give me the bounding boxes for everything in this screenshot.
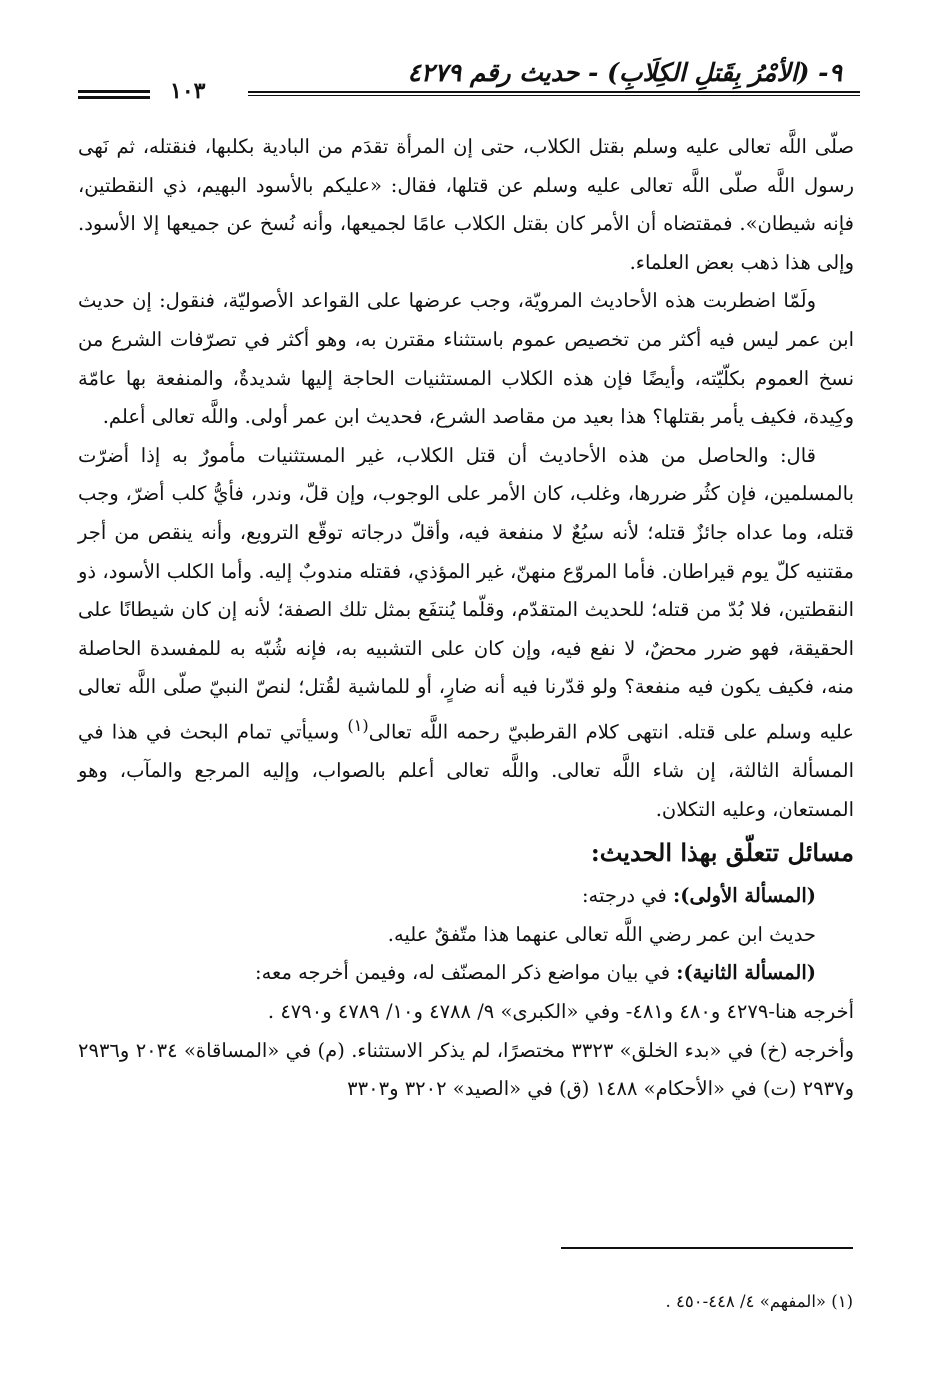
question-1: [78, 877, 854, 916]
paragraph-3-text: قال: والحاصل من هذه الأحاديث أن قتل الكلاب، غير المستثنيات مأمورٌ به إذا أضرّت بالمسلمين، فإن كثُر ضررها، وغلب، كان الأمر على الوجوب، وإن قلّ، وندر، فأيُّ كلب أضرّ، وجب قتله، وما عداه جائزٌ قتله؛ لأنه سبُعٌ لا منفعة فيه، وأقلّ درجاته توقّع الترويع، وأنه ينقص من أجر مقتنيه كلّ يوم قيراطان. فأما المروّع منهنّ، غير المؤذي، فقتله مندوبٌ إليه. وأما الكلب الأسود، ذو النقطتين، فلا بُدّ من قتله؛ للحديث المتقدّم، وقلّما يُنتفَع بمثل تلك الصفة؛ لأنه إن كان شيطانًا على الحقيقة، فهو ضرر محضٌ، لا نفع فيه، وإن كان على التشبيه به، فإنه شُبّه به للمفسدة الحاصلة منه، فكيف يكون فيه منفعة؟ ولو قدّرنا فيه أنه ضارٍ، أو للماشية لقُتل؛ لنصّ النبيّ صلّى اللَّه تعالى عليه وسلم على قتله. انتهى كلام القرطبيّ رحمه اللَّه تعالى: [78, 443, 854, 744]
page-number-rule: [78, 90, 150, 99]
paragraph-3: [78, 437, 854, 829]
footnote-reference[interactable]: (١): [347, 715, 369, 735]
footnote-divider: [561, 1247, 853, 1249]
question-1-body: حديث ابن عمر رضي اللَّه تعالى عنهما هذا متّفقٌ عليه.: [387, 922, 816, 946]
question-2-label: (المسألة الثانية):: [676, 961, 816, 985]
section-heading: مسائل تتعلّق بهذا الحديث:: [590, 838, 854, 868]
running-header: [70, 50, 860, 102]
question-2-text: في بيان مواضع ذكر المصنّف له، وفيمن أخرجه معه:: [255, 961, 677, 985]
header-rule: [248, 91, 860, 96]
question-2-line-2: وأخرجه (خ) في «بدء الخلق» ٣٣٢٣ مختصرًا، لم يذكر الاستثناء. (م) في «المساقاة» ٢٠٣٤ و٢٩٣٦ و٢٩٣٧ (ت) في «الأحكام» ١٤٨٨ (ق) في «الصيد» ٣٢٠٢ و٣٣٠٣: [78, 1038, 854, 1101]
paragraph-2: ولَمّا اضطربت هذه الأحاديث المرويّة، وجب عرضها على القواعد الأصوليّة، فنقول: إن حديث ابن عمر ليس فيه أكثر من تخصيص عموم باستثناء مقترن به، وهو أكثر في تصرّفات الشرع من نسخ العموم بكلّيّته، وأيضًا فإن هذه الكلاب المستثنيات الحاجة إليها شديدةٌ، والمنفعة بها عامّة وكِيدة، فكيف يأمر بقتلها؟ هذا بعيد من مقاصد الشرع، فحديث ابن عمر أولى. واللَّه تعالى أعلم.: [78, 289, 854, 429]
paragraph-1: صلّى اللَّه تعالى عليه وسلم بقتل الكلاب، حتى إن المرأة تقدَم من البادية بكلبها، فنقتله، ثم نَهى رسول اللَّه صلّى اللَّه تعالى عليه وسلم عن قتلها، فقال: «عليكم بالأسود البهيم، ذي النقطتين، فإنه شيطان». فمقتضاه أن الأمر كان بقتل الكلاب عامًا لجميعها، وأنه نُسخ عن جميعها إلا الأسود. وإلى هذا ذهب بعض العلماء.: [78, 135, 854, 274]
question-1-label: (المسألة الأولى):: [673, 884, 816, 908]
footnote: (١) «المفهم» ٤/ ٤٤٨-٤٥٠ .: [665, 1292, 853, 1311]
main-text: [78, 128, 854, 1109]
question-2-line-1: أخرجه هنا-٤٢٧٩ و٤٨٠ و٤٨١- وفي «الكبرى» ٩/ ٤٧٨٨ و١٠/ ٤٧٨٩ و٤٧٩٠ .: [267, 999, 854, 1023]
question-2: [78, 954, 854, 993]
question-1-text: في درجته:: [581, 884, 674, 908]
paragraph-3-end: وسيأتي تمام البحث في هذا في المسألة الثالثة، إن شاء اللَّه تعالى. واللَّه تعالى أعلم بالصواب، وإليه المرجع والمآب، وهو المستعان، وعليه التكلان.: [78, 720, 854, 821]
page-number: ١٠٣: [170, 78, 206, 104]
header-title: ٩- (الأمْرُ بِقَتلِ الكِلَابِ) - حديث رقم ٤٢٧٩: [407, 58, 842, 87]
